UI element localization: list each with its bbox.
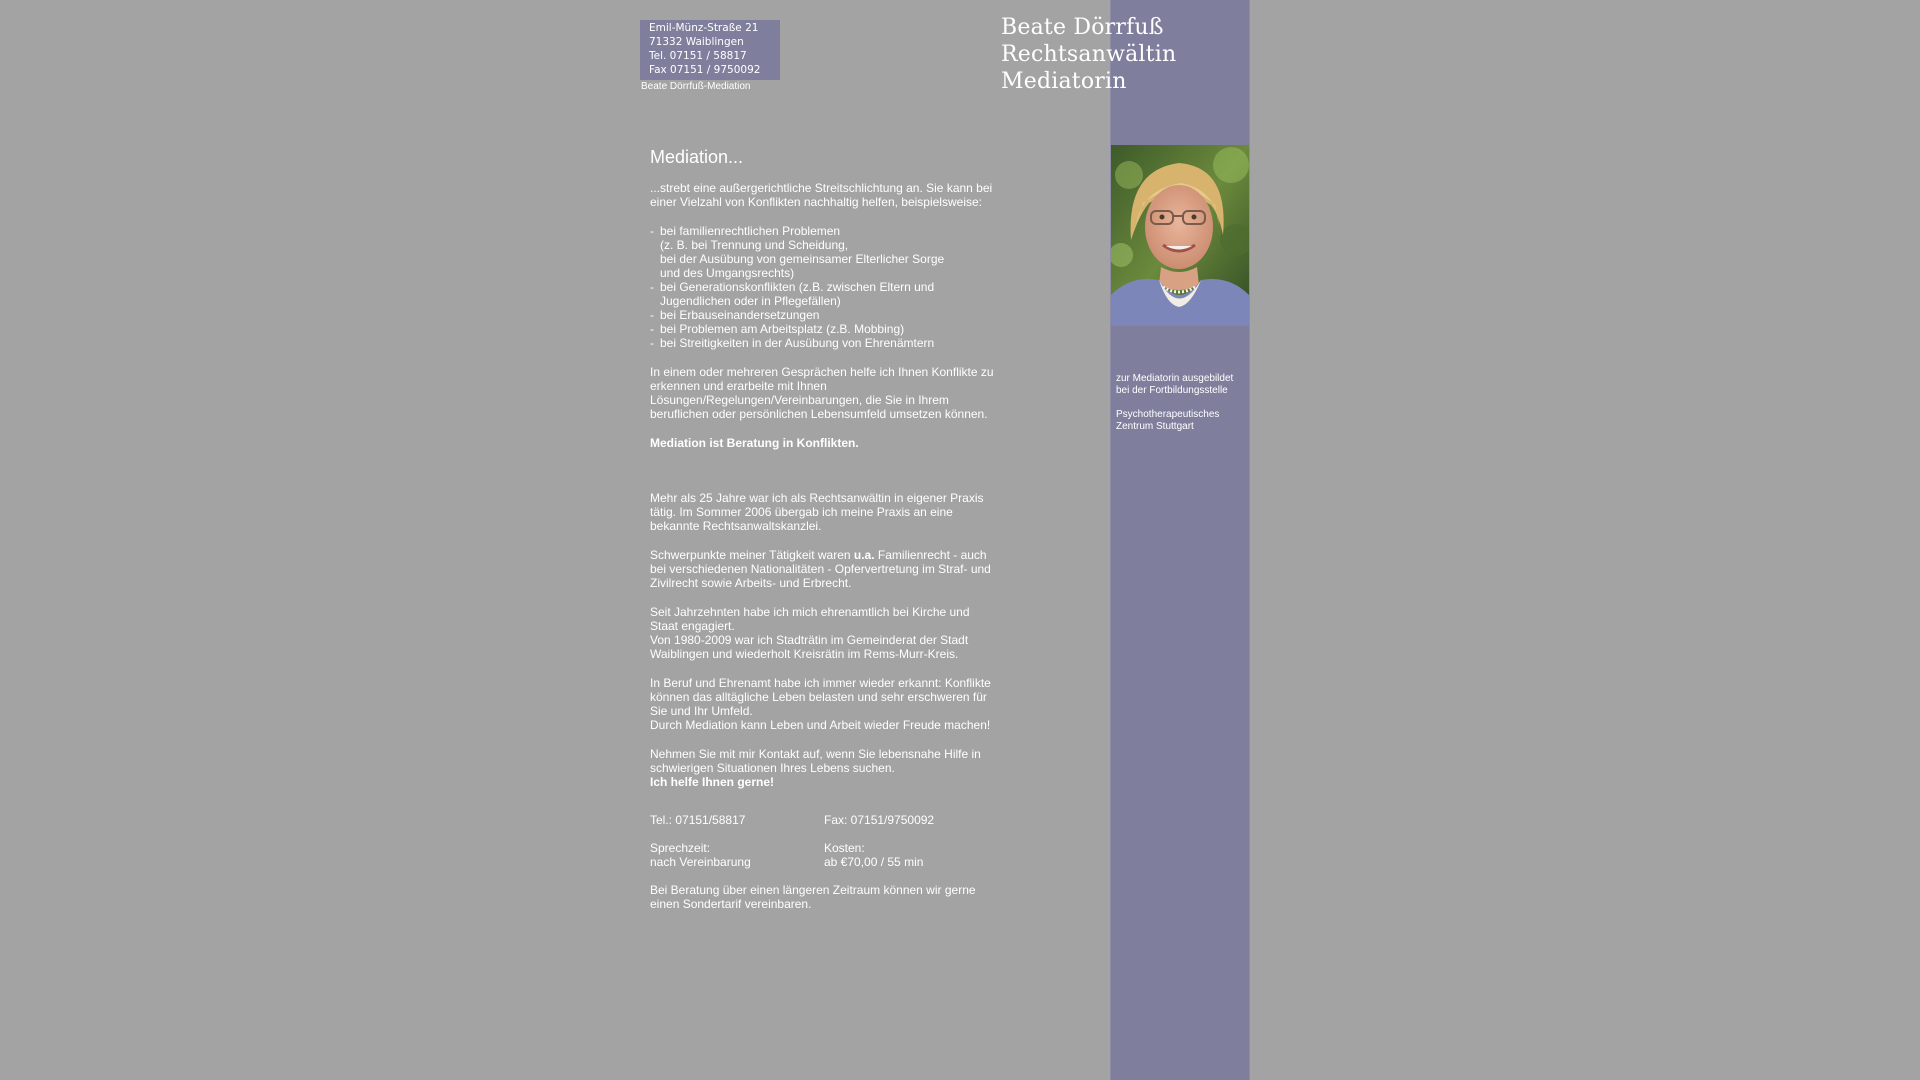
pricing: Kosten: ab €70,00 / 55 min (824, 841, 924, 869)
address-logo (640, 20, 780, 80)
brand-profession: Rechtsanwältin (1001, 42, 1177, 67)
focus-text: Schwerpunkte meiner Tätigkeit waren u.a. Familienrecht - auch bei verschiedenen Nationalitäten - Opfervertretung im Straf- und Zivilrecht sowie Arbeits- und Erbrecht. (650, 548, 991, 590)
tagline: Mediation ist Beratung in Konflikten. (650, 436, 859, 450)
contact-invite: Nehmen Sie mit mir Kontakt auf, wenn Sie lebensnahe Hilfe in schwierigen Situationen Ihres Lebens suchen. Ich helfe Ihnen gerne! (650, 747, 981, 789)
list-item: - bei Streitigkeiten in der Ausübung von Ehrenämtern (650, 336, 996, 350)
address-city: 71332 Waiblingen (649, 36, 744, 48)
intro-text: ...strebt eine außergerichtliche Streitschlichtung an. Sie kann bei einer Vielzahl von Konflikten nachhaltig helfen, beispielsweise: (650, 181, 993, 209)
insight-text: In Beruf und Ehrenamt habe ich immer wieder erkannt: Konflikte können das alltägliche Leben belasten und sehr erschweren für Sie und Ihr Umfeld. Durch Mediation kann Leben und Arbeit wieder Freude machen! (650, 676, 991, 732)
credential-training: zur Mediatorin ausgebildet bei der Fortbildungsstelle (1116, 373, 1234, 396)
brand-name: Beate Dörrfuß (1001, 15, 1164, 40)
list-item: - bei Problemen am Arbeitsplatz (z.B. Mobbing) (650, 322, 996, 336)
list-item: - bei Generationskonflikten (z.B. zwischen Eltern und Jugendlichen oder in Pflegefällen) (650, 280, 996, 308)
logo-caption: Beate Dörrfuß-Mediation (641, 81, 751, 92)
office-hours: Sprechzeit: nach Vereinbarung (650, 841, 751, 869)
credentials-note (1116, 373, 1246, 445)
contact-details (650, 813, 996, 869)
address-phone: Tel. 07151 / 58817 (649, 50, 747, 62)
list-item: - bei familienrechtlichen Problemen (z. B. bei Trennung und Scheidung, bei der Ausübung von gemeinsamer Elterlicher Sorge und des Umgangsrechts) (650, 224, 996, 280)
conflict-list (650, 224, 996, 350)
list-item: - bei Erbauseinandersetzungen (650, 308, 996, 322)
approach-text: In einem oder mehreren Gesprächen helfe ich Ihnen Konflikte zu erkennen und erarbeite mit Ihnen Lösungen/Regelungen/Vereinbarungen, die Sie in Ihrem beruflichen oder persönlichen Lebensumfeld umsetzen können. (650, 365, 994, 421)
brand-title (1001, 14, 1176, 95)
spacer (650, 465, 996, 491)
address-fax: Fax 07151 / 9750092 (649, 64, 761, 76)
address-street: Emil-Münz-Straße 21 (649, 22, 759, 34)
page-title: Mediation... (650, 147, 744, 167)
phone-number: Tel.: 07151/58817 (650, 813, 746, 827)
portrait-photo (1111, 145, 1249, 326)
credential-institute: Psychotherapeutisches Zentrum Stuttgart (1116, 409, 1220, 432)
fax-number: Fax: 07151/9750092 (824, 813, 935, 827)
volunteer-text: Seit Jahrzehnten habe ich mich ehrenamtlich bei Kirche und Staat engagiert. Von 1980-2009 war ich Stadträtin im Gemeinderat der Stadt Waiblingen und wiederholt Kreisrätin im Rems-Murr-Kreis. (650, 605, 970, 661)
main-content (650, 145, 996, 926)
career-text: Mehr als 25 Jahre war ich als Rechtsanwältin in eigener Praxis tätig. Im Sommer 2006 übergab ich meine Praxis an eine bekannte Rechtsanwaltskanzlei. (650, 491, 984, 533)
closing-line: Ich helfe Ihnen gerne! (650, 775, 775, 789)
brand-role: Mediatorin (1001, 69, 1127, 94)
special-rate-note: Bei Beratung über einen längeren Zeitraum können wir gerne einen Sondertarif vereinbaren. (650, 883, 976, 911)
